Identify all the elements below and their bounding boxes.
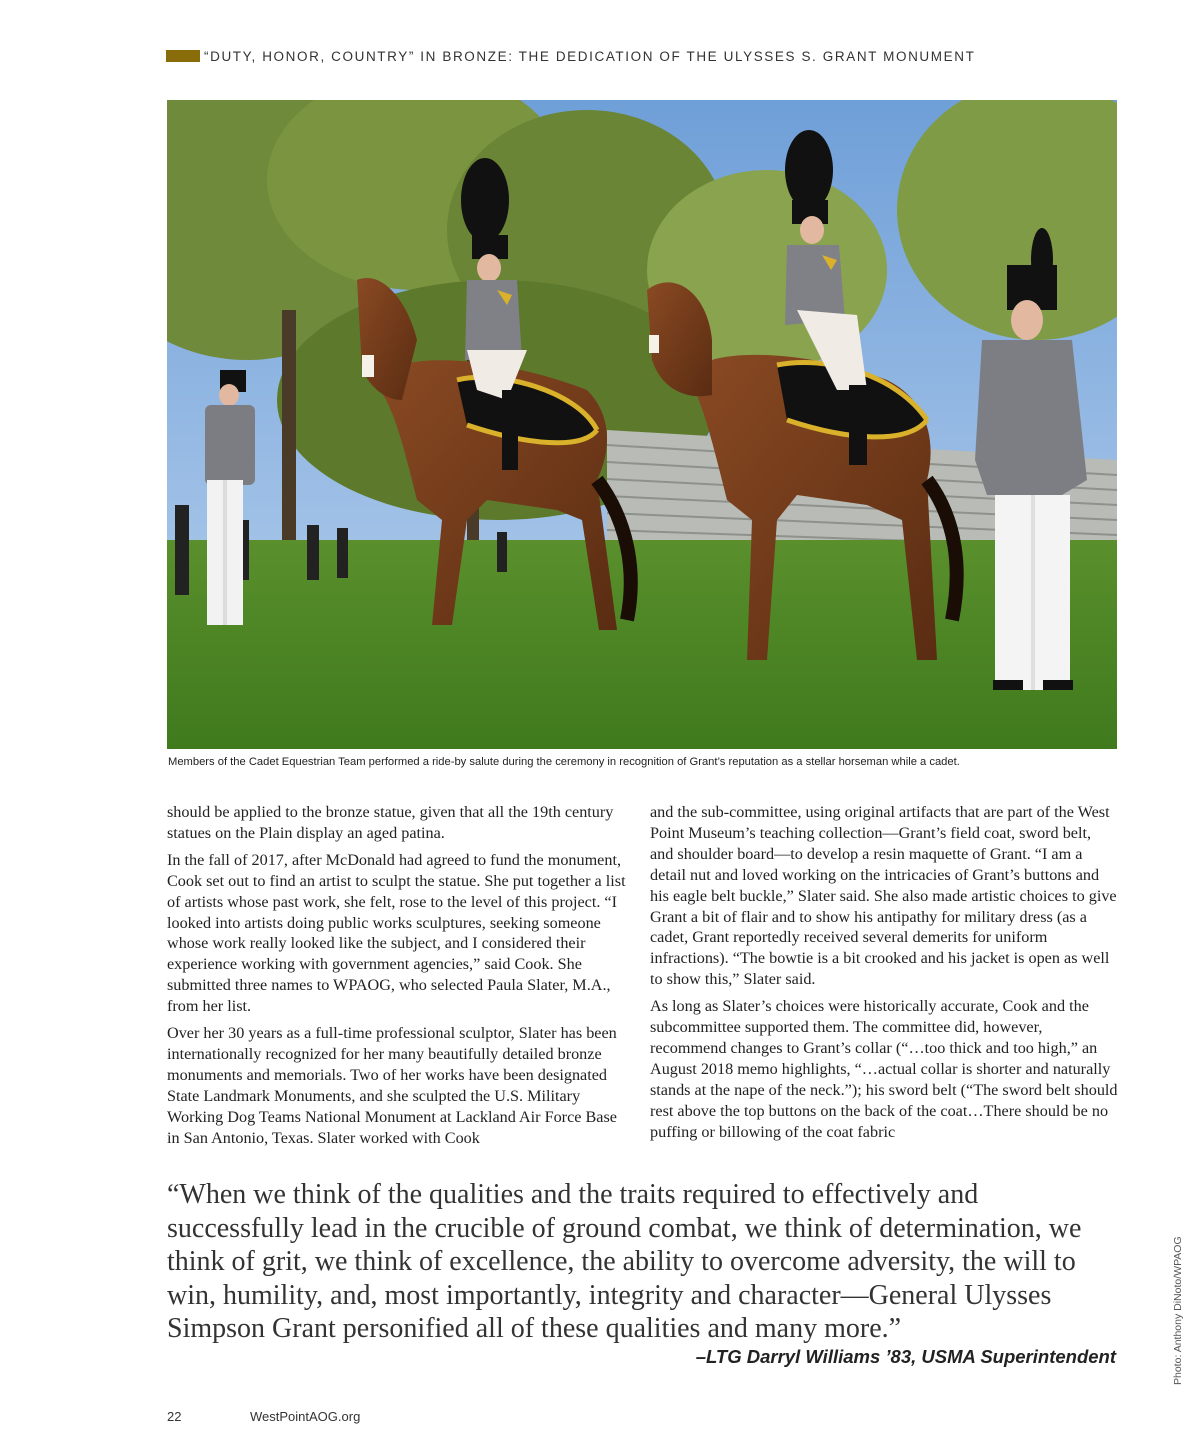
cadet-equestrian-photo — [167, 100, 1117, 749]
body-paragraph: and the sub-committee, using original artifacts that are part of the West Point Museum’s teaching collection—Grant’s field coat, sword belt, and shoulder board—to develop a resin maquette of Grant. “I am a detail nut and loved working on the intricacies of Grant’s buttons and his eagle belt buckle,” Slater said. She also made artistic choices to give Grant a bit of flair and to show his antipathy for military dress (as a cadet, Grant reportedly received several demerits for uniform infractions). “The bowtie is a bit crooked and his jacket is open as well to show this,” Slater said. — [650, 803, 1117, 989]
body-paragraph: In the fall of 2017, after McDonald had agreed to fund the monument, Cook set out to find an artist to sculpt the statue. She put together a list of artists whose past work, she felt, rose to the level of this project. “I looked into artists doing public works sculptures, seeking someone whose work really looked like the subject, and I considered their experience working with government agencies,” said Cook. She submitted three names to WPAOG, who selected Paula Slater, M.A., from her list. — [167, 850, 626, 1016]
header-title: “DUTY, HONOR, COUNTRY” IN BRONZE: THE DEDICATION OF THE ULYSSES S. GRANT MONUMENT — [204, 48, 976, 64]
photo-credit: Photo: Anthony DiNoto/WPAOG — [1172, 1236, 1184, 1385]
page-number: 22 — [167, 1409, 182, 1424]
body-column-right — [650, 802, 1118, 1149]
body-paragraph: should be applied to the bronze statue, given that all the 19th century statues on the Plain display an aged patina. — [167, 803, 614, 842]
body-column-left — [167, 802, 629, 1155]
footer-website: WestPointAOG.org — [250, 1409, 361, 1424]
header-accent-bar — [166, 50, 200, 62]
photo-caption: Members of the Cadet Equestrian Team performed a ride-by salute during the ceremony in recognition of Grant’s reputation as a stellar horseman while a cadet. — [168, 756, 960, 768]
section-header — [166, 46, 975, 66]
pull-quote-attribution: –LTG Darryl Williams ’83, USMA Superintendent — [695, 1346, 1116, 1367]
body-paragraph: Over her 30 years as a full-time professional sculptor, Slater has been internationally recognized for her many beautifully detailed bronze monuments and memorials. Two of her works have been designated State Landmark Monuments, and she sculpted the U.S. Military Working Dog Teams National Monument at Lackland Air Force Base in San Antonio, Texas. Slater worked with Cook — [167, 1024, 617, 1147]
body-paragraph: As long as Slater’s choices were historically accurate, Cook and the subcommittee supported them. The committee did, however, recommend changes to Grant’s collar (“…too thick and too high,” an August 2018 memo highlights, “…actual collar is shorter and naturally stands at the nape of the neck.”); his sword belt (“The sword belt should rest above the top buttons on the back of the coat…There should be no puffing or billowing of the coat fabric — [650, 997, 1118, 1141]
pull-quote: “When we think of the qualities and the traits required to effectively and successfully lead in the crucible of ground combat, we think of determination, we think of grit, we think of excellence, the ability to overcome adversity, the will to win, humility, and, most importantly, integrity and character—General Ulysses Simpson Grant personified all of these qualities and many more.” — [167, 1179, 1082, 1344]
